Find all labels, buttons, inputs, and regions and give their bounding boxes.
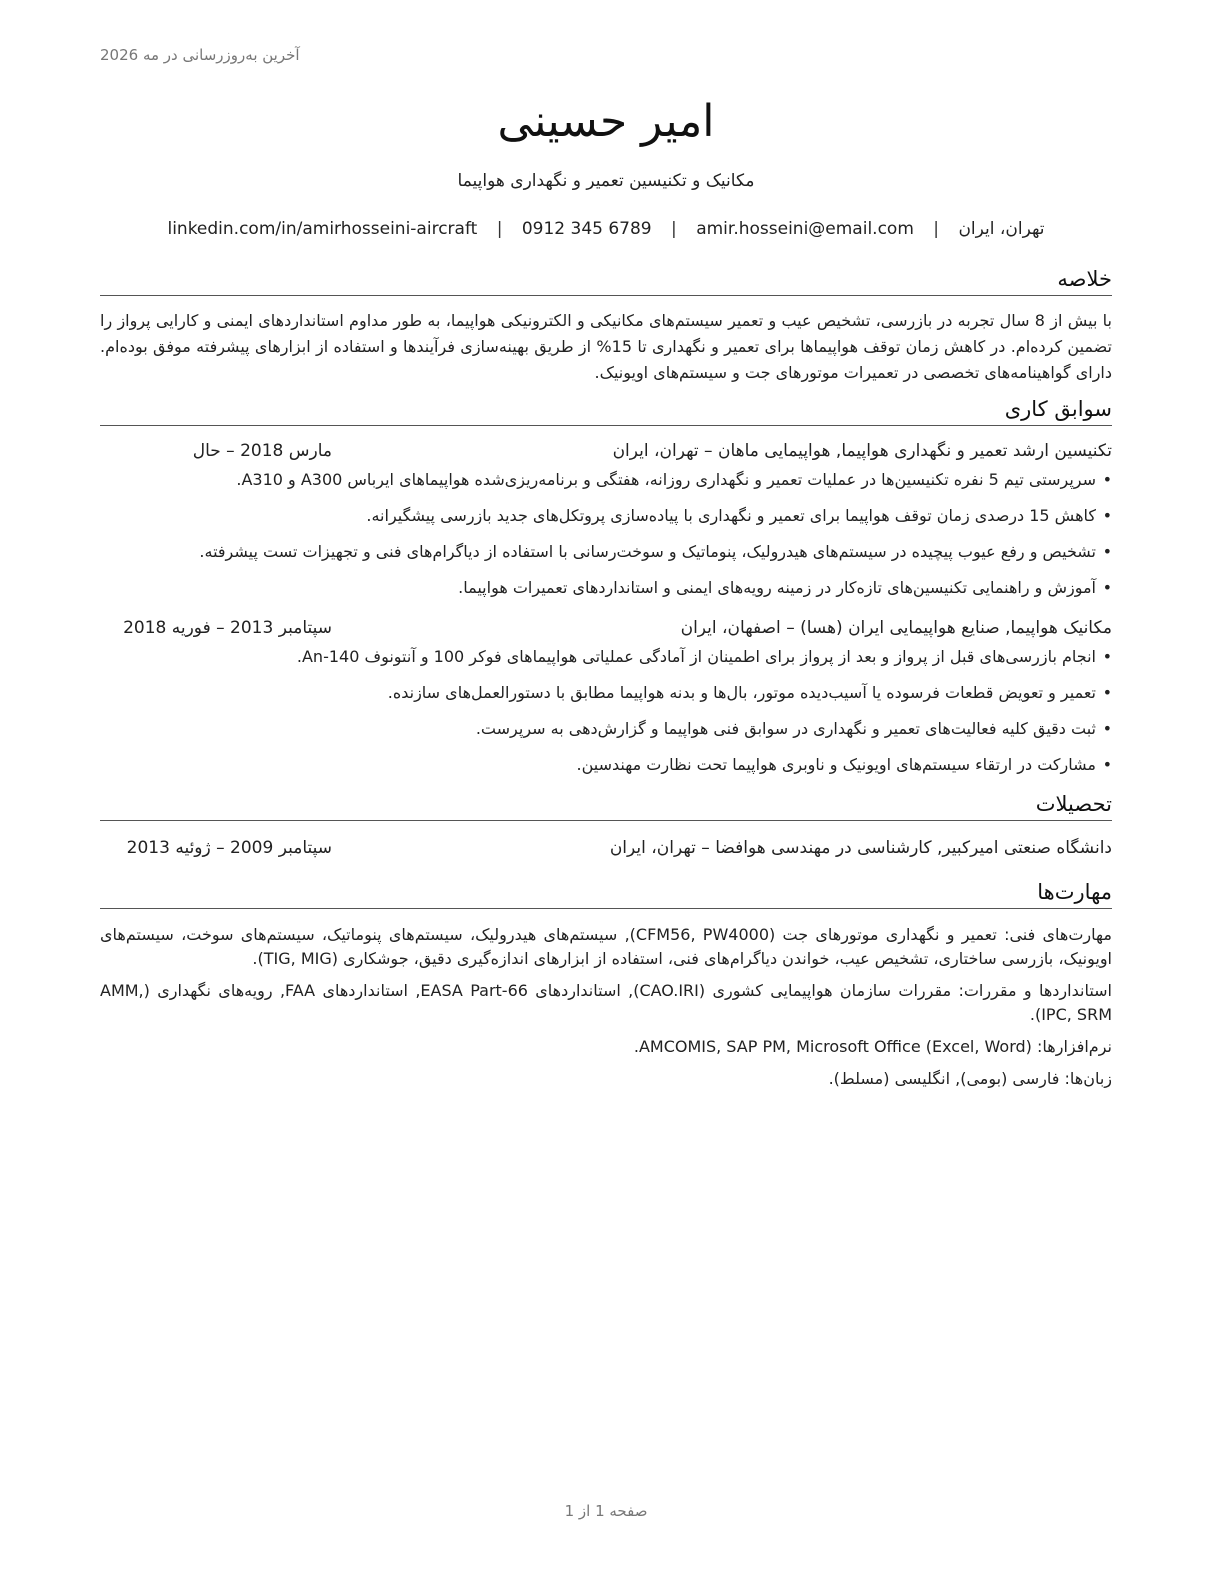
job-dates: مارس 2018 – حال xyxy=(192,441,332,461)
bullet-icon: • xyxy=(1102,683,1112,702)
last-updated-note: آخرین به‌روزرسانی در مه 2026 xyxy=(100,46,300,64)
experience-section xyxy=(100,394,1112,776)
contact-separator: | xyxy=(671,219,677,239)
education-section xyxy=(100,789,1112,861)
contact-email[interactable]: amir.hosseini@email.com xyxy=(696,219,914,239)
skills-section xyxy=(100,877,1112,1091)
job-bullet: • آموزش و راهنمایی تکنیسین‌های تازه‌کار در زمینه رویه‌های ایمنی و استانداردهای تعمیرات هواپیما. xyxy=(458,578,1112,597)
skills-software: نرم‌افزارها: AMCOMIS, SAP PM, Microsoft Office (Excel, Word). xyxy=(633,1037,1112,1056)
resume-content xyxy=(100,92,1112,1091)
job-bullet: • ثبت دقیق کلیه فعالیت‌های تعمیر و نگهداری در سوابق فنی هواپیما و گزارش‌دهی به سرپرست. xyxy=(475,719,1112,738)
candidate-headline: مکانیک و تکنیسین تعمیر و نگهداری هواپیما xyxy=(457,171,755,191)
bullet-icon: • xyxy=(1102,578,1112,597)
education-entry xyxy=(100,835,1112,861)
job-bullet: • تعمیر و تعویض قطعات فرسوده یا آسیب‌دیده موتور، بال‌ها و بدنه هواپیما مطابق با دستورالعمل‌های سازنده. xyxy=(387,683,1112,702)
summary-text: با بیش از 8 سال تجربه در بازرسی، تشخیص عیب و تعمیر سیستم‌های مکانیکی و الکترونیکی هواپیما، به طور مداوم استانداردهای ایمنی و کارایی پرواز را تضمین کرده‌ام. در کاهش زمان توقف هواپیماها برای تعمیر و نگهداری تا 15% از طریق بهینه‌سازی فرآیندها و استفاده از ابزارهای پیشرفته موفق بوده‌ام. دارای گواهینامه‌های تخصصی در تعمیرات موتورهای جت و سیستم‌های اویونیک. xyxy=(100,311,1113,382)
bullet-icon: • xyxy=(1102,470,1112,489)
page-indicator: صفحه 1 از 1 xyxy=(564,1502,648,1520)
education-dates: سپتامبر 2009 – ژوئیه 2013 xyxy=(126,838,332,858)
contact-separator: | xyxy=(933,219,940,239)
summary-title: خلاصه xyxy=(100,264,1112,296)
bullet-icon: • xyxy=(1102,719,1112,738)
job-role: تکنیسین ارشد تعمیر و نگهداری هواپیما, هواپیمایی ماهان – تهران، ایران xyxy=(612,441,1112,461)
skills-title: مهارت‌ها xyxy=(100,877,1112,909)
job-entry xyxy=(100,615,1112,776)
skills-standards: استانداردها و مقررات: مقررات سازمان هواپیمایی کشوری (CAO.IRI), استانداردهای EASA Part-66, استانداردهای FAA, رویه‌های نگهداری (AMM, IPC, SRM). xyxy=(100,981,1112,1024)
job-bullet: • انجام بازرسی‌های قبل از پرواز و بعد از پرواز برای اطمینان از آمادگی عملیاتی هواپیماهای فوکر 100 و آنتونوف An-140. xyxy=(296,647,1112,666)
education-degree: دانشگاه صنعتی امیرکبیر, کارشناسی در مهندسی هوافضا – تهران، ایران xyxy=(609,838,1112,858)
job-header xyxy=(100,438,1112,464)
job-bullets xyxy=(100,468,1112,599)
contact-separator: | xyxy=(496,219,503,239)
candidate-name: امیر حسینی xyxy=(497,96,715,147)
bullet-icon: • xyxy=(1102,542,1112,561)
bullet-icon: • xyxy=(1102,755,1112,774)
experience-title: سوابق کاری xyxy=(100,394,1112,426)
job-bullet: • مشارکت در ارتقاء سیستم‌های اویونیک و ناوبری هواپیما تحت نظارت مهندسین. xyxy=(576,755,1112,774)
bullet-icon: • xyxy=(1102,647,1112,666)
job-bullet: • سرپرستی تیم 5 نفره تکنیسین‌ها در عملیات تعمیر و نگهداری روزانه، هفتگی و برنامه‌ریزی‌شده هواپیماهای ایرباس A300 و A310. xyxy=(236,470,1112,489)
job-entry xyxy=(100,438,1112,599)
job-dates: سپتامبر 2013 – فوریه 2018 xyxy=(123,618,332,638)
bullet-icon: • xyxy=(1102,506,1112,525)
skills-languages: زبان‌ها: فارسی (بومی), انگلیسی (مسلط). xyxy=(828,1069,1112,1088)
job-role: مکانیک هواپیما, صنایع هواپیمایی ایران (هسا) – اصفهان، ایران xyxy=(680,618,1112,638)
job-bullet: • کاهش 15 درصدی زمان توقف هواپیما برای تعمیر و نگهداری با پیاده‌سازی پروتکل‌های جدید بازرسی پیشگیرانه. xyxy=(366,506,1112,525)
contact-linkedin[interactable]: linkedin.com/in/amirhosseini-aircraft xyxy=(167,219,478,239)
summary-section xyxy=(100,264,1112,386)
job-bullet: • تشخیص و رفع عیوب پیچیده در سیستم‌های هیدرولیک، پنوماتیک و سوخت‌رسانی با استفاده از دیاگرام‌های فنی و تجهیزات تست پیشرفته. xyxy=(199,542,1112,561)
skills-technical: مهارت‌های فنی: تعمیر و نگهداری موتورهای جت (CFM56, PW4000), سیستم‌های هیدرولیک، سیستم‌های پنوماتیک، سیستم‌های سوخت، سیستم‌های اویونیک، بازرسی ساختاری، تشخیص عیب، خواندن دیاگرام‌های فنی، استفاده از ابزارهای اندازه‌گیری دقیق، جوشکاری (TIG, MIG). xyxy=(100,925,1112,968)
contact-line xyxy=(100,216,1112,242)
job-bullets xyxy=(100,645,1112,776)
contact-location: تهران، ایران xyxy=(958,219,1045,239)
job-header xyxy=(100,615,1112,641)
education-title: تحصیلات xyxy=(100,789,1112,821)
contact-phone: 0912 345 6789 xyxy=(521,219,652,239)
